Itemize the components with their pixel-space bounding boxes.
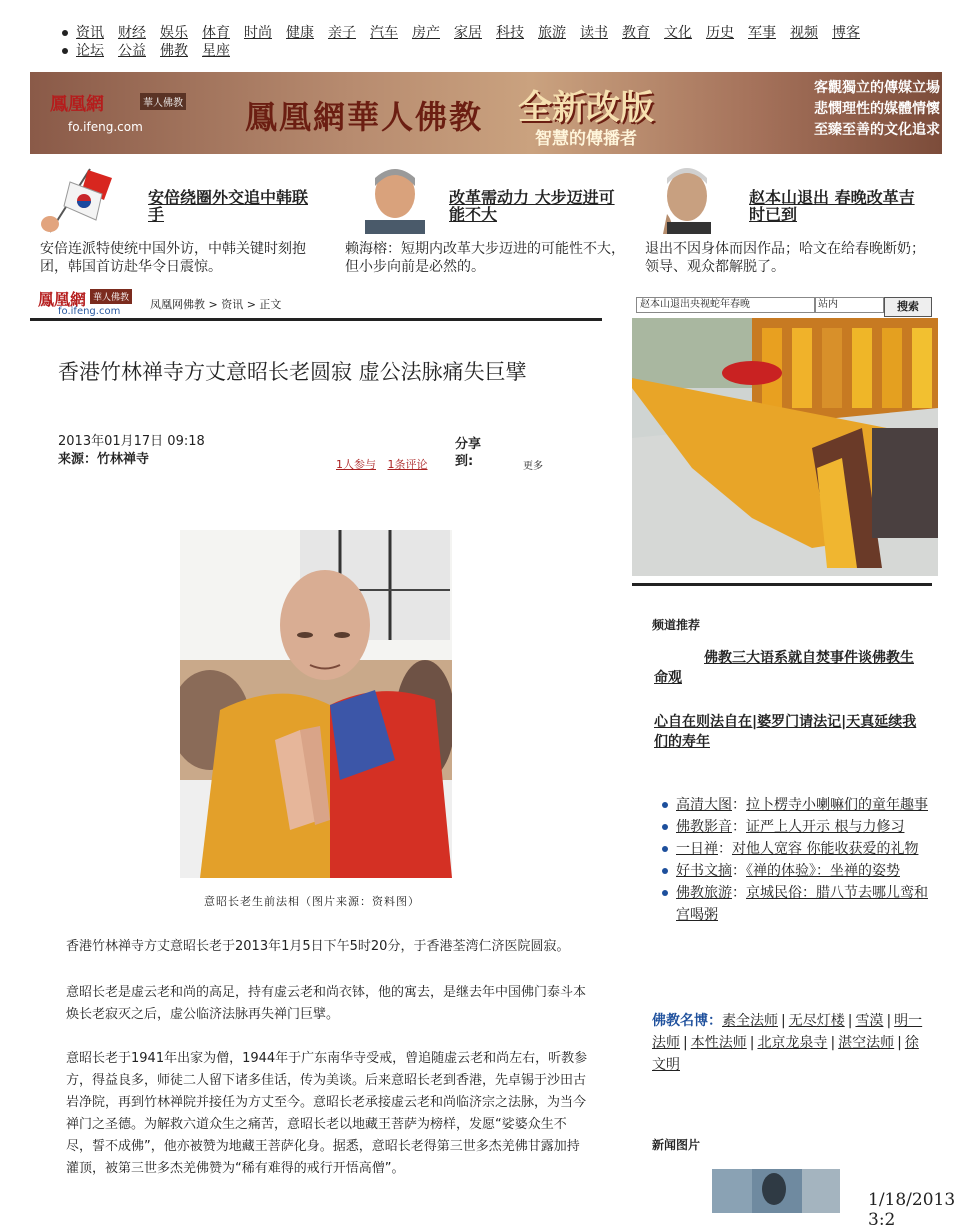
bullet	[62, 48, 68, 54]
teaser-desc: 安倍连派特使统中国外访，中韩关键时刻抱团，韩国首访赴华令日震惊。	[40, 241, 306, 275]
separator: ：	[732, 819, 746, 835]
separator: ：	[732, 885, 746, 901]
banner-motto	[760, 78, 940, 141]
nav-link[interactable]: 旅游	[538, 25, 566, 41]
search-input[interactable]: 赵本山退出央视蛇年春晚	[636, 297, 816, 313]
separator: |	[749, 1035, 755, 1051]
flags-thumbnail[interactable]	[40, 164, 120, 234]
share-more-link[interactable]: 更多	[523, 461, 543, 472]
article-source: 来源：竹林禅寺	[58, 452, 150, 467]
comments-link[interactable]: 1条评论	[387, 458, 428, 471]
news-teaser	[345, 164, 645, 284]
featured-link[interactable]: 心自在则法自在|婆罗门请法记|天真延续我们的寿年	[654, 714, 917, 750]
divider	[632, 583, 932, 586]
news-teaser	[645, 164, 945, 284]
list-item[interactable]	[676, 838, 936, 860]
list-item-category[interactable]: 佛教旅游	[676, 885, 732, 901]
print-timestamp: 1/18/2013 3:2	[868, 1190, 956, 1230]
buddhist-blogs	[652, 1010, 930, 1076]
separator: ：	[732, 797, 746, 813]
bullet	[62, 30, 68, 36]
portrait-thumbnail[interactable]	[645, 164, 725, 234]
breadcrumb-logo[interactable]	[34, 287, 144, 319]
logo-url: fo.ifeng.com	[68, 120, 143, 134]
motto-line: 至臻至善的文化追求	[814, 122, 940, 138]
nav-link[interactable]: 博客	[832, 25, 860, 41]
list-item-link[interactable]: 拉卜楞寺小喇嘛们的童年趣事	[746, 797, 928, 813]
banner-subtitle: 智慧的傳播者	[535, 129, 637, 149]
news-teaser	[40, 164, 340, 284]
nav-link[interactable]: 家居	[454, 25, 482, 41]
list-item[interactable]	[676, 816, 936, 838]
crumb-logo-url: fo.ifeng.com	[58, 306, 121, 317]
photo-caption: 意昭长老生前法相（图片来源：资料图）	[204, 895, 420, 908]
bullet	[662, 846, 668, 852]
article-date: 2013年01月17日 09:18	[58, 434, 205, 449]
news-photo-thumbnail[interactable]	[712, 1169, 840, 1213]
blog-link[interactable]: 北京龙泉寺	[757, 1035, 828, 1051]
nav-link[interactable]: 时尚	[244, 25, 272, 41]
top-nav-row-2	[62, 40, 244, 60]
top-nav-row-1	[62, 22, 874, 42]
nav-link[interactable]: 佛教	[160, 43, 188, 59]
blog-link[interactable]: 明一法师	[652, 1013, 923, 1051]
teaser-title[interactable]: 改革需动力 大步迈进可能不大	[449, 188, 615, 224]
blog-link[interactable]: 本性法师	[690, 1035, 747, 1051]
nav-link[interactable]: 文化	[664, 25, 692, 41]
nav-link[interactable]: 汽车	[370, 25, 398, 41]
list-item-link[interactable]: 《禅的体验》：坐禅的姿势	[746, 863, 900, 879]
nav-link[interactable]: 公益	[118, 43, 146, 59]
article-title: 香港竹林禅寺方丈意昭长老圆寂 虚公法脉痛失巨擘	[58, 360, 527, 384]
blog-link[interactable]: 无尽灯楼	[788, 1013, 845, 1029]
site-banner[interactable]	[30, 72, 942, 154]
ifeng-logo[interactable]	[50, 90, 200, 138]
teaser-desc: 赖海榕：短期内改革大步迈进的可能性不大，但小步向前是必然的。	[345, 241, 625, 275]
separator: ：	[732, 863, 746, 879]
article-paragraph: 意昭长老于1941年出家为僧，1944年于广东南华寺受戒，曾追随虚云老和尚左右，听教参方，得益良多，师徒二人留下诸多佳话，传为美谈。后来意昭长老到香港，先卓锡于沙田古岩净院，再到竹林禅院并接任为方丈至今。意昭长老承接虚云老和尚临济宗之法脉，为当今禅门之圣德。为解救六道众生之痛苦，意昭长老以地藏王菩萨为榜样，发愿“娑婆众生不尽，誓不成佛”，他亦被赞为地藏王菩萨化身。据悉，意昭长老得第三世多杰羌佛甘露加持灌顶，被第三世多杰羌佛赞为“稀有难得的戒行开悟高僧”。	[66, 1051, 588, 1176]
nav-link[interactable]: 亲子	[328, 25, 356, 41]
bullet	[662, 824, 668, 830]
list-item-link[interactable]: 京城民俗：腊八节去哪儿鸾和宫喝粥	[676, 885, 928, 923]
news-photo-title: 新闻图片	[652, 1138, 701, 1152]
nav-link[interactable]: 星座	[202, 43, 230, 59]
list-item-category[interactable]: 好书文摘	[676, 863, 732, 879]
recommend-list	[676, 794, 936, 926]
bullet	[662, 802, 668, 808]
list-item-category[interactable]: 高清大图	[676, 797, 732, 813]
search-scope-select[interactable]: 站内	[814, 297, 884, 313]
separator: ：	[718, 841, 732, 857]
monk-portrait-photo	[180, 530, 452, 878]
separator: |	[897, 1035, 902, 1051]
motto-line: 悲憫理性的媒體情懷	[814, 101, 940, 117]
bullet	[662, 890, 668, 896]
nav-link[interactable]: 科技	[496, 25, 524, 41]
nav-link[interactable]: 论坛	[76, 43, 104, 59]
bullet	[662, 868, 668, 874]
separator: |	[847, 1013, 853, 1029]
nav-link[interactable]: 资讯	[76, 25, 104, 41]
nav-link[interactable]: 读书	[580, 25, 608, 41]
list-item[interactable]	[676, 794, 936, 816]
nav-link[interactable]: 房产	[412, 25, 440, 41]
portrait-thumbnail[interactable]	[355, 164, 435, 234]
blog-link[interactable]: 湛空法师	[838, 1035, 895, 1051]
crumb-logo-text: 鳳凰網	[38, 290, 87, 309]
nav-link[interactable]: 体育	[202, 25, 230, 41]
featured-link[interactable]: 佛教三大语系就自焚事件谈佛教生命观	[654, 650, 914, 686]
motto-line: 客觀獨立的傳媒立場	[814, 80, 940, 96]
list-item-category[interactable]: 一日禅	[676, 841, 718, 857]
separator: |	[830, 1035, 836, 1051]
list-item-link[interactable]: 对他人宽容 你能收获爱的礼物	[732, 841, 919, 857]
nav-link[interactable]: 健康	[286, 25, 314, 41]
nav-link[interactable]: 历史	[706, 25, 734, 41]
channel-recommend-title: 频道推荐	[652, 618, 701, 632]
blog-link[interactable]: 素全法师	[722, 1013, 778, 1029]
logo-tag: 華人佛教	[140, 93, 186, 110]
crumb-logo-tag: 華人佛教	[90, 289, 132, 304]
teaser-title[interactable]: 赵本山退出 春晚改革吉时已到	[749, 188, 915, 224]
participants-link[interactable]: 1人参与	[336, 458, 376, 471]
divider	[30, 318, 602, 321]
nav-link[interactable]: 娱乐	[160, 25, 188, 41]
banner-title: 鳳凰網華人佛教	[245, 98, 484, 136]
share-label: 分享到:	[455, 437, 482, 469]
logo-text: 鳳凰網	[50, 94, 104, 115]
search-button[interactable]: 搜索	[884, 297, 932, 317]
breadcrumb[interactable]: 凤凰网佛教 > 资讯 > 正文	[150, 298, 282, 311]
list-item[interactable]	[676, 860, 936, 882]
separator: |	[781, 1013, 786, 1029]
nav-link[interactable]: 军事	[748, 25, 776, 41]
blogs-label: 佛教名博：	[652, 1013, 722, 1029]
teaser-desc: 退出不因身体而因作品；哈文在给春晚断奶；领导、观众都解脱了。	[645, 241, 925, 275]
separator: |	[683, 1035, 688, 1051]
nav-link[interactable]: 教育	[622, 25, 650, 41]
monks-procession-photo[interactable]	[632, 318, 938, 576]
nav-link[interactable]: 视频	[790, 25, 818, 41]
blog-link[interactable]: 徐文明	[652, 1035, 919, 1073]
engagement-links	[336, 456, 436, 472]
list-item-link[interactable]: 证严上人开示 根与力修习	[746, 819, 905, 835]
article-paragraph: 意昭长老是虚云老和尚的高足，持有虚云老和尚衣钵，他的寓去，是继去年中国佛门泰斗本焕长老寂灭之后，虚公临济法脉再失禅门巨擘。	[66, 985, 587, 1022]
nav-link[interactable]: 财经	[118, 25, 146, 41]
separator: |	[886, 1013, 892, 1029]
blog-link[interactable]: 雪漠	[855, 1013, 884, 1029]
teaser-title[interactable]: 安倍绕圈外交追中韩联手	[148, 188, 309, 224]
banner-slogan: 全新改版	[518, 88, 654, 128]
list-item-category[interactable]: 佛教影音	[676, 819, 732, 835]
article-paragraph: 香港竹林禅寺方丈意昭长老于2013年1月5日下午5时20分，于香港荃湾仁济医院圆寂。	[66, 939, 570, 954]
list-item[interactable]	[676, 882, 936, 926]
